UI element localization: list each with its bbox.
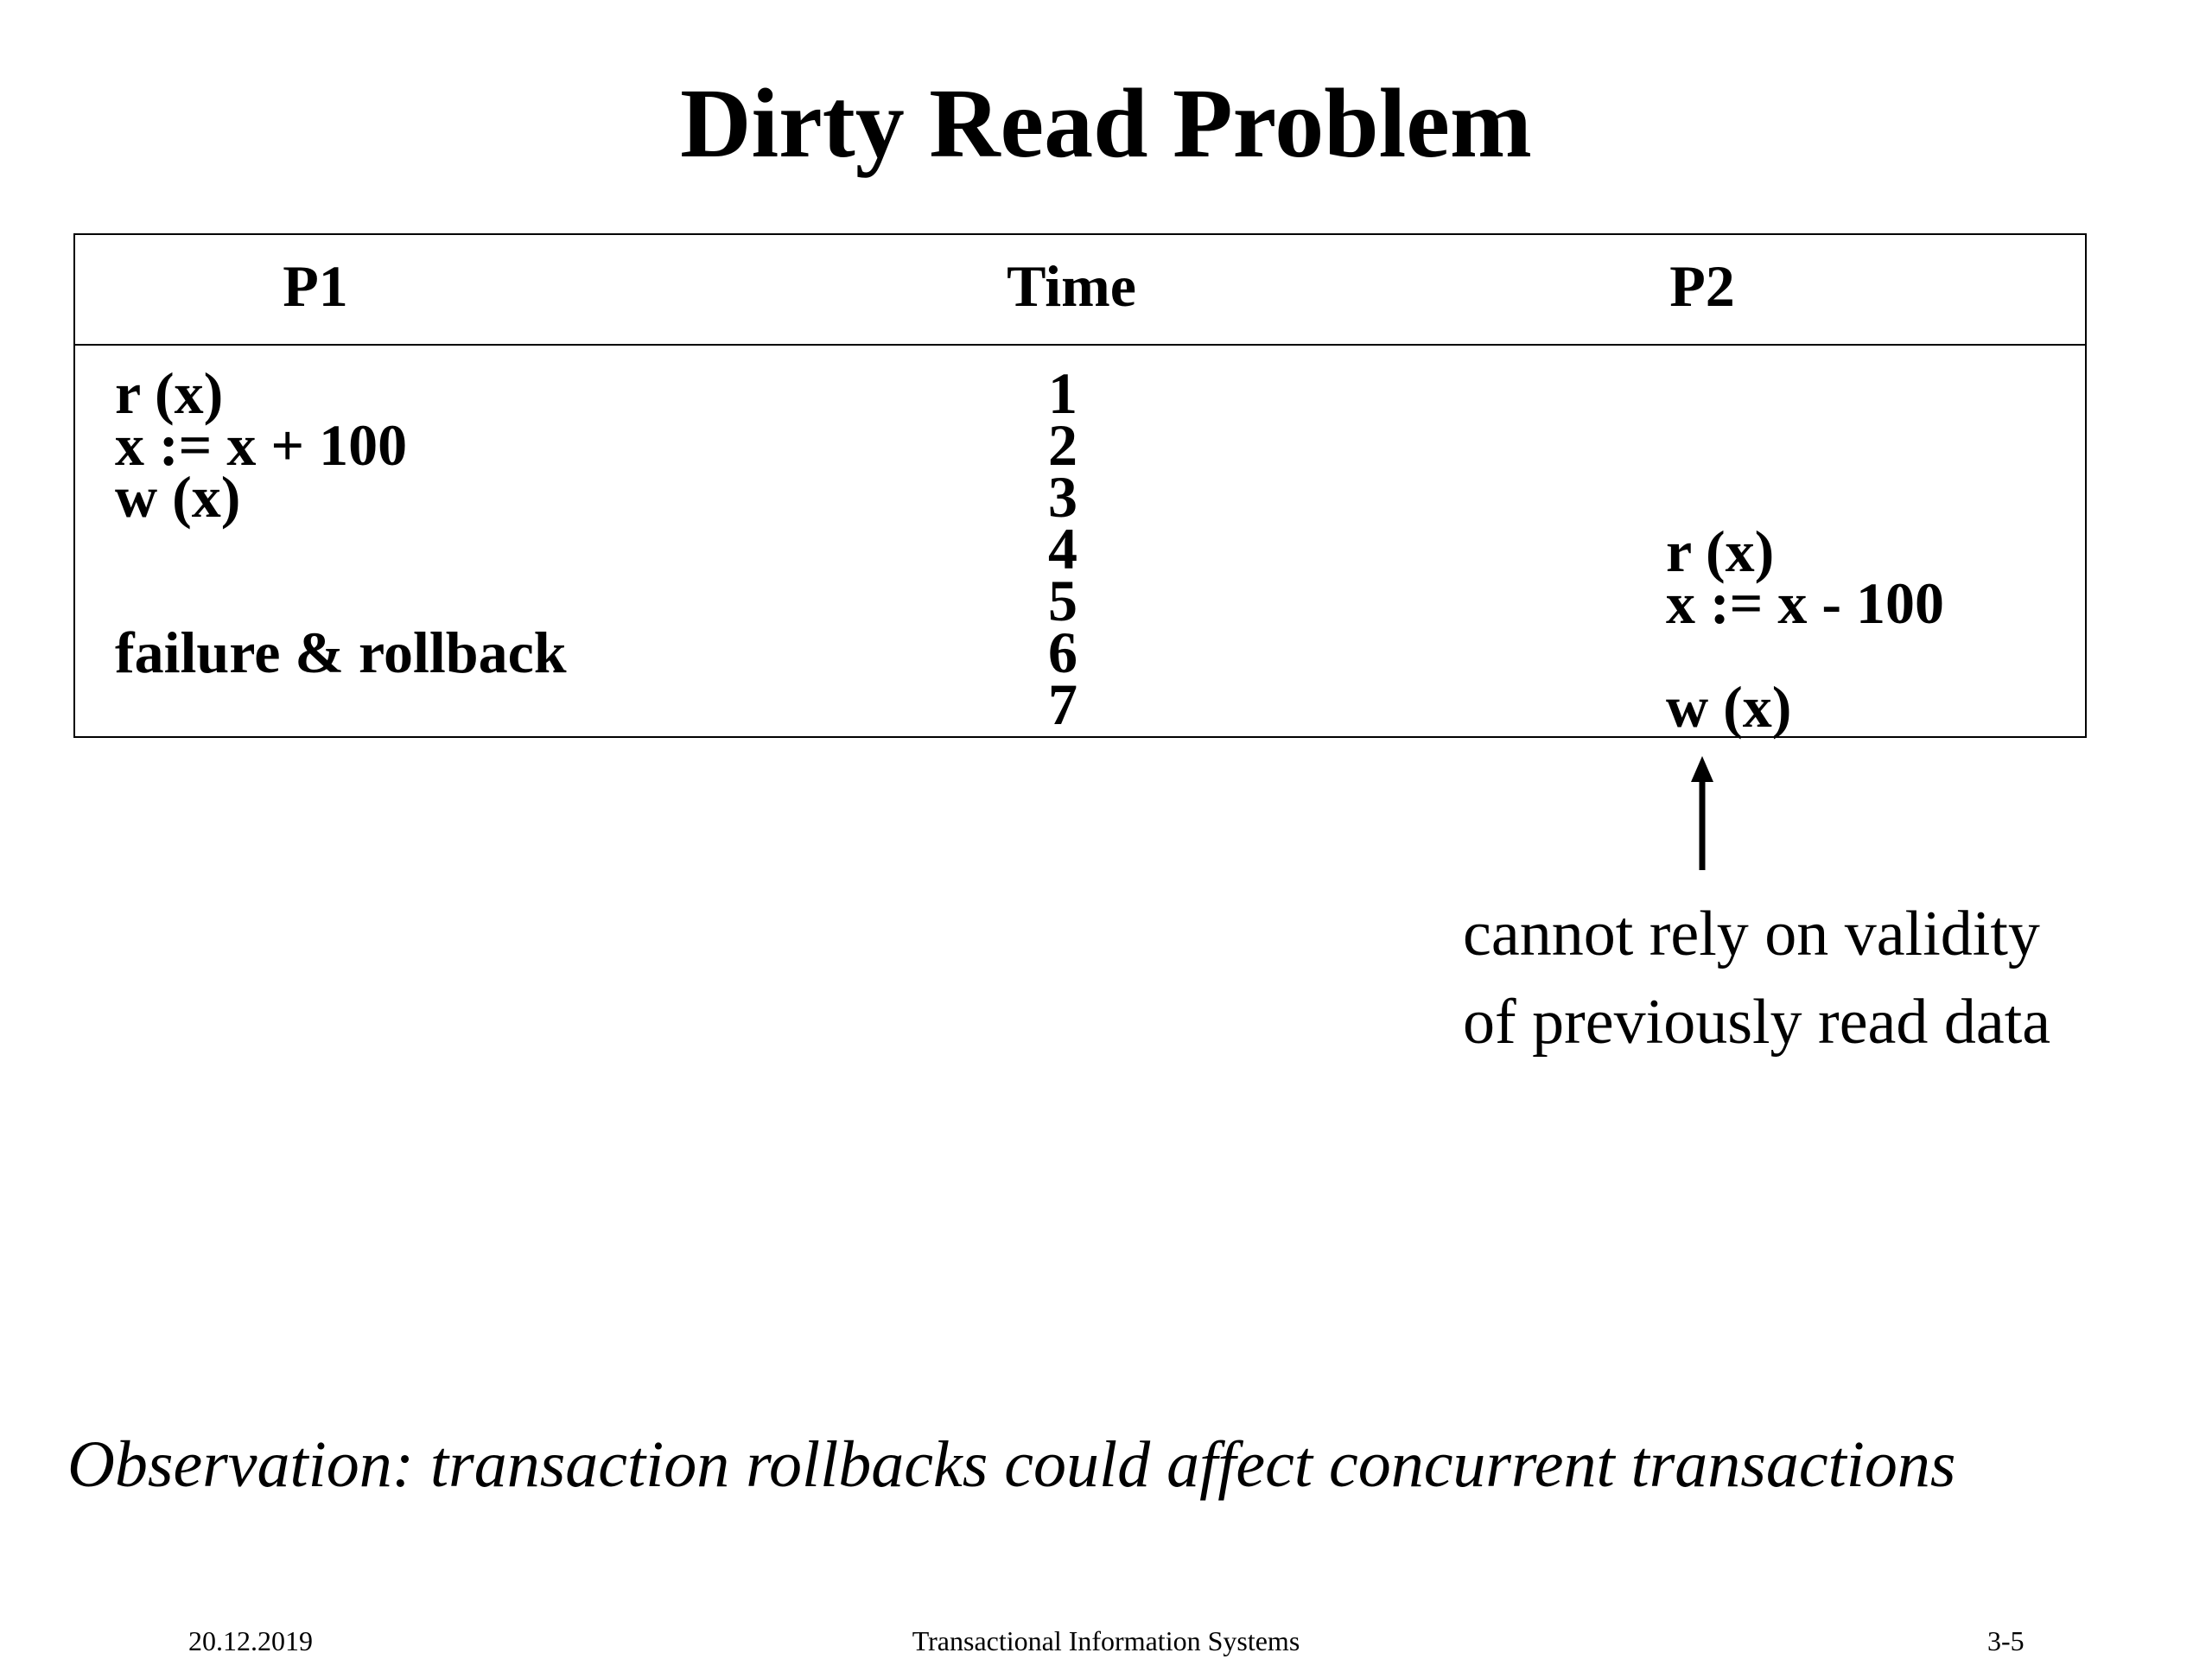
header-p2: P2 — [1669, 253, 1735, 319]
annotation-note — [1463, 890, 2050, 1066]
annotation-line-2: of previously read data — [1463, 987, 2051, 1058]
table-header-divider — [73, 344, 2087, 346]
p2-step-5: x := x - 100 — [1666, 570, 1945, 636]
up-arrow-icon — [1681, 756, 1724, 873]
observation-text: Observation: transaction rollbacks could affect concurrent transactions — [67, 1428, 1956, 1501]
footer-course: Transactional Information Systems — [912, 1625, 1300, 1656]
p1-step-1: r (x) — [115, 360, 224, 426]
p1-step-3: w (x) — [115, 464, 241, 530]
p2-step-4: r (x) — [1666, 518, 1775, 584]
header-p1: P1 — [283, 253, 348, 319]
footer-date: 20.12.2019 — [188, 1625, 313, 1656]
p2-step-7: w (x) — [1666, 674, 1792, 740]
time-5: 5 — [1048, 568, 1077, 633]
time-6: 6 — [1048, 620, 1077, 685]
slide-title: Dirty Read Problem — [680, 68, 1532, 178]
footer-page-number: 3-5 — [1987, 1625, 2024, 1656]
time-3: 3 — [1048, 464, 1077, 530]
time-4: 4 — [1048, 516, 1077, 582]
annotation-line-1: cannot rely on validity — [1463, 899, 2040, 969]
time-1: 1 — [1048, 360, 1077, 426]
time-2: 2 — [1048, 412, 1077, 478]
p1-step-6: failure & rollback — [115, 620, 567, 685]
header-time: Time — [1007, 253, 1136, 319]
time-7: 7 — [1048, 671, 1077, 737]
p1-step-2: x := x + 100 — [115, 412, 408, 478]
